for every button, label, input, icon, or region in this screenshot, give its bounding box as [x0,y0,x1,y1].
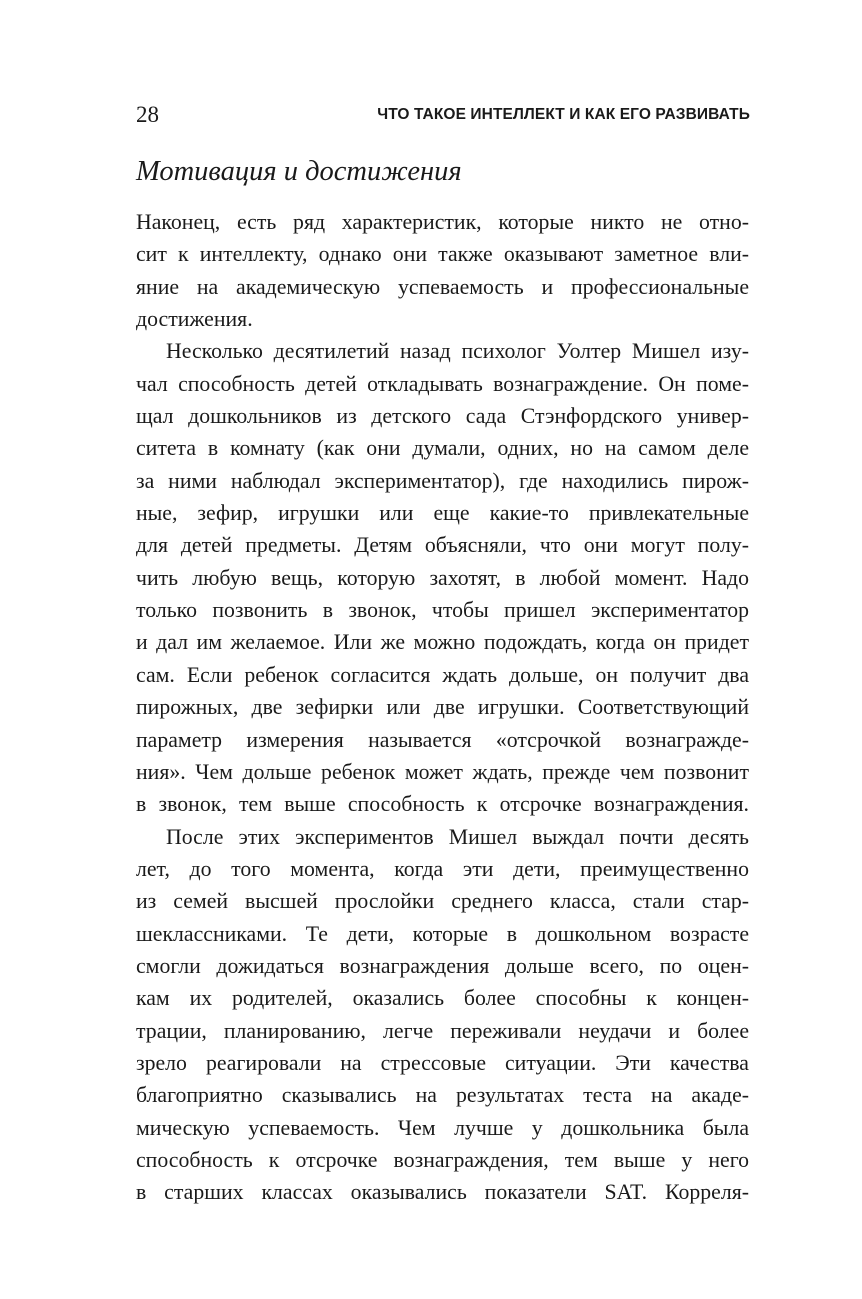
paragraph [136,821,749,1209]
text-line: После этих экспериментов Мишел выждал почти десять [166,824,749,849]
text-line: за ними наблюдал экспериментатор), где находились пирож- [136,468,749,493]
paragraph [136,335,749,820]
text-line: лет, до того момента, когда эти дети, преимущественно [136,856,749,881]
text-line: для детей предметы. Детям объясняли, что они могут полу- [136,533,749,558]
text-line: благоприятно сказывались на результатах теста на акаде- [136,1083,749,1108]
text-line: чал способность детей откладывать вознаграждение. Он поме- [136,371,749,396]
text-line: из семей высшей прослойки среднего класса, стали стар- [136,889,749,914]
text-line: пирожных, две зефирки или две игрушки. Соответствующий [136,695,749,720]
text-line: смогли дожидаться вознаграждения дольше всего, по оцен- [136,953,749,978]
running-head: ЧТО ТАКОЕ ИНТЕЛЛЕКТ И КАК ЕГО РАЗВИВАТЬ [377,106,750,123]
text-line: ные, зефир, игрушки или еще какие-то привлекательные [136,501,749,526]
text-line: ния». Чем дольше ребенок может ждать, прежде чем позвонит [136,759,749,784]
text-line: чить любую вещь, которую захотят, в любой момент. Надо [136,565,749,590]
text-line: шеклассниками. Те дети, которые в дошкольном возрасте [136,921,749,946]
text-line: щал дошкольников из детского сада Стэнфордского универ- [136,404,749,429]
text-line: сит к интеллекту, однако они также оказывают заметное вли- [136,242,749,267]
text-line: сам. Если ребенок согласится ждать дольше, он получит два [136,662,749,687]
text-line: Несколько десятилетий назад психолог Уолтер Мишел изу- [166,339,749,364]
page-number: 28 [136,102,159,127]
text-line: и дал им желаемое. Или же можно подождать, когда он придет [136,630,749,655]
text-line: параметр измерения называется «отсрочкой вознагражде- [136,727,749,752]
text-line: способность к отсрочке вознаграждения, тем выше у него [136,1147,749,1172]
text-line: в звонок, тем выше способность к отсрочке вознаграждения. [136,792,749,817]
text-line: яние на академическую успеваемость и профессиональные [136,274,749,299]
text-line: в старших классах оказывались показатели SAT. Корреля- [136,1180,749,1205]
paragraph [136,206,749,335]
text-line: Наконец, есть ряд характеристик, которые никто не отно- [136,210,749,234]
text-line: кам их родителей, оказались более способны к концен- [136,986,749,1011]
text-line: зрело реагировали на стрессовые ситуации. Эти качества [136,1050,749,1075]
text-line: мическую успеваемость. Чем лучше у дошкольника была [136,1115,749,1140]
text-line: только позвонить в звонок, чтобы пришел экспериментатор [136,598,749,623]
text-line: трации, планированию, легче переживали неудачи и более [136,1018,749,1043]
body-text [136,206,749,1209]
section-title: Мотивация и достижения [136,156,462,187]
text-line: достижения. [136,307,253,332]
text-line: ситета в комнату (как они думали, одних, но на самом деле [136,436,749,461]
